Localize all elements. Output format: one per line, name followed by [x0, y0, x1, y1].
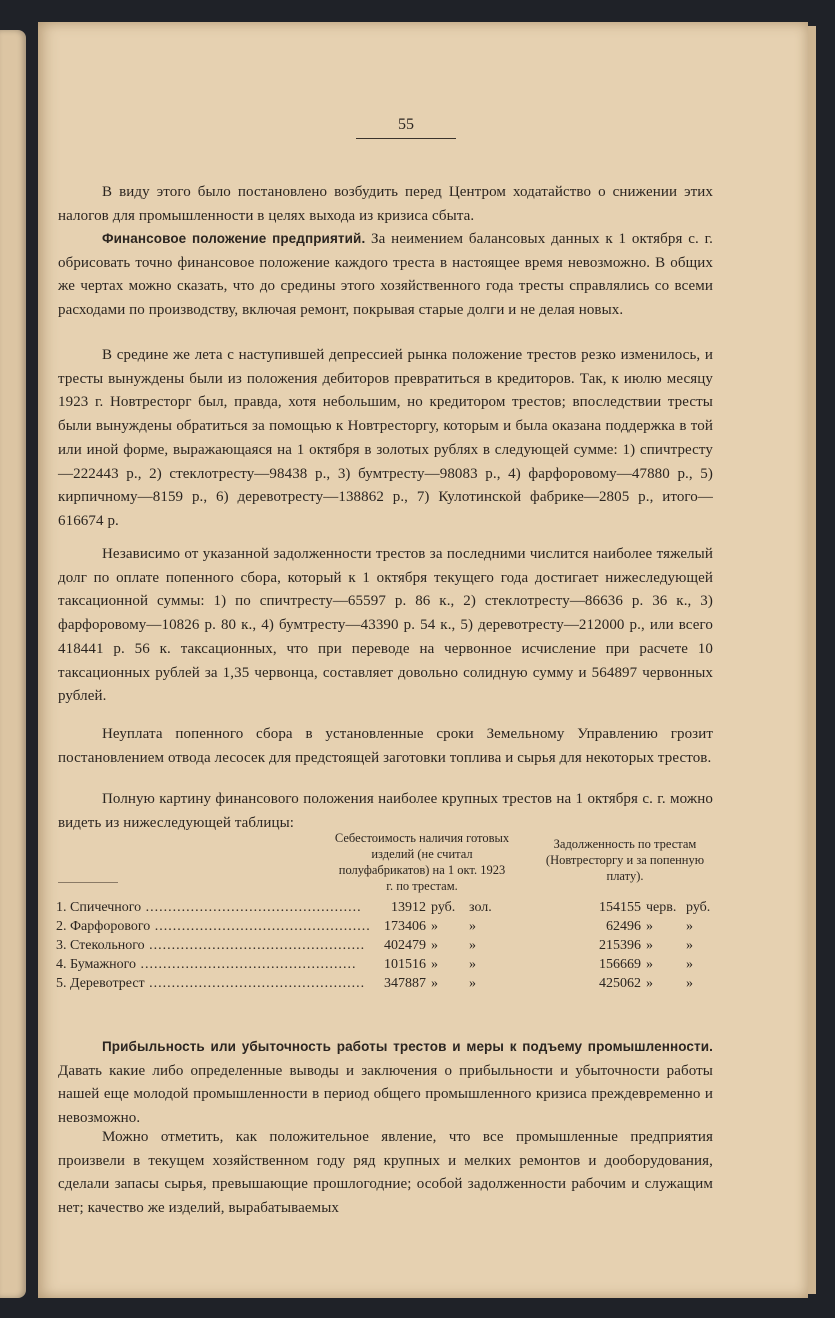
- paragraph-8: Можно отметить, как положительное явление, что все промышленные предприятия произвели в текущем хозяйственном году ряд крупных и мелких ремонтов и дооборудования, сделали запасы сырья, превышающие прошлогодние; особой задолженности рабочим и служащим нет; качество же изделий, вырабатываемых: [58, 1129, 713, 1217]
- debt-unit: »: [646, 957, 653, 972]
- cost-unit: »: [469, 938, 476, 953]
- debt-unit: »: [686, 976, 693, 991]
- cost-unit: зол.: [469, 900, 492, 915]
- cost-unit: руб.: [431, 900, 456, 915]
- debt-unit: »: [686, 919, 693, 934]
- row-label: 5. Деревотрест: [56, 976, 145, 991]
- row-label: 2. Фарфорового: [56, 919, 151, 934]
- page-number-rule: [356, 138, 456, 139]
- paragraph-5: Неуплата попенного сбора в установленные сроки Земельному Управлению грозит постановлением отвода лесосек для предстоящей заготовки топлива и сырья для некоторых трестов.: [58, 726, 713, 766]
- cost-unit: »: [431, 919, 438, 934]
- row-label: 3. Стекольного: [56, 938, 145, 953]
- cost-unit: »: [469, 957, 476, 972]
- debt-value: 156669: [599, 957, 641, 972]
- table-row: 5. Деревотрест ................................................ 347887 » » 425062 » »: [56, 974, 726, 994]
- page-stack-edge: [808, 26, 816, 1294]
- paragraph-4: Независимо от указанной задолженности трестов за последними числится наиболее тяжелый долг по оплате попенного сбора, который к 1 октября текущего года достигает нижеследующей таксационной суммы: 1) по спичтресту—65597 р. 86 к., 2) стеклотресту—86636 р. 36 к., 3) фарфоровому—10826 р. 80 к., 4) бумтресту—43390 р. 54 к., 5) деревотресту—212000 р., или всего 418441 р. 56 к. таксационных, что при переводе на червонное исчисление при расчете 10 таксационных рублей за 1,35 червонца, составляет довольно солидную сумму и 564897 червонных рублей.: [58, 546, 713, 705]
- debt-value: 154155: [599, 900, 641, 915]
- table-row: 1. Спичечного ................................................ 13912 руб. зол. 154155 черв. руб.: [56, 898, 726, 918]
- cost-unit: »: [431, 976, 438, 991]
- table-header-cost: Себестоимость наличия готовых изделий (не считал полуфабрикатов) на 1 окт. 1923 г. по трестам.: [334, 831, 510, 893]
- debt-value: 62496: [606, 919, 641, 934]
- row-label: 4. Бумажного: [56, 957, 137, 972]
- cost-value: 101516: [384, 957, 426, 972]
- cost-unit: »: [469, 919, 476, 934]
- debt-value: 425062: [599, 976, 641, 991]
- table-row: 4. Бумажного ................................................ 101516 » » 156669 » »: [56, 955, 726, 975]
- cost-unit: »: [469, 976, 476, 991]
- paragraph-profitability: Прибыльность или убыточность работы трестов и меры к подъему промышленности. Давать какие либо определенные выводы и заключения о прибыльности и убыточности работы нашей еще молодой промышленности в период общего промышленного кризиса преждевременно и невозможно.: [58, 1039, 713, 1127]
- paragraph-financial-position: Финансовое положение предприятий. За неимением балансовых данных к 1 октября с. г. обрисовать точно финансовое положение каждого треста в настоящее время невозможно. В общих же чертах можно сказать, что до средины этого хозяйственного года тресты справлялись со всеми расходами по производству, включая ремонт, покрывая старые долги и не делая новых.: [58, 231, 713, 319]
- table-row: 2. Фарфорового ................................................ 173406 » » 62496 » »: [56, 917, 726, 937]
- row-label: 1. Спичечного: [56, 900, 142, 915]
- debt-unit: »: [646, 919, 653, 934]
- cost-value: 173406: [384, 919, 426, 934]
- paragraph-1: В виду этого было постановлено возбудить перед Центром ходатайство о снижении этих налогов для промышленности в целях выхода из кризиса сбыта.: [58, 184, 713, 224]
- debt-unit: черв.: [646, 900, 677, 915]
- debt-value: 215396: [599, 938, 641, 953]
- book-page: [38, 22, 808, 1298]
- paragraph-3: В средине же лета с наступившей депрессией рынка положение трестов резко изменилось, и тресты вынуждены были из положения дебиторов превратиться в кредиторов. Так, к июлю месяцу 1923 г. Новтресторг был, правда, хотя небольшим, но кредитором трестов; впоследствии тресты были вынуждены обратиться за помощью к Новтресторгу, которым и была оказана поддержка в той или иной форме, выражающаяся на 1 октября в золотых рублях в следующей сумме: 1) спичтресту—222443 р., 2) стеклотресту—98438 р., 3) бумтресту—98083 р., 4) фарфоровому—47880 р., 5) кирпичному—8159 р., 6) деревотресту—138862 р., 7) Кулотинской фабрике—2805 р., итого—616674 р.: [58, 347, 713, 529]
- paragraph-6: Полную картину финансового положения наиболее крупных трестов на 1 октября с. г. можно видеть из нижеследующей таблицы:: [58, 791, 713, 831]
- debt-unit: »: [646, 976, 653, 991]
- debt-unit: »: [646, 938, 653, 953]
- cost-unit: »: [431, 938, 438, 953]
- cost-unit: »: [431, 957, 438, 972]
- debt-unit: руб.: [686, 900, 711, 915]
- cost-value: 13912: [391, 900, 426, 915]
- section-heading-financial: Финансовое положение предприятий.: [102, 231, 366, 246]
- table-row: 3. Стекольного ................................................ 402479 » » 215396 » »: [56, 936, 726, 956]
- section-heading-profitability: Прибыльность или убыточность работы трестов и меры к подъему промышленности.: [102, 1039, 713, 1054]
- page-number: 55: [398, 116, 414, 133]
- cost-value: 402479: [384, 938, 426, 953]
- debt-unit: »: [686, 957, 693, 972]
- table-divider: [58, 882, 118, 883]
- debt-unit: »: [686, 938, 693, 953]
- table-header-debt: Задолженность по трестам (Новтресторгу и за попенную плату).: [545, 837, 705, 883]
- cost-value: 347887: [384, 976, 426, 991]
- previous-page-edge: [0, 30, 26, 1298]
